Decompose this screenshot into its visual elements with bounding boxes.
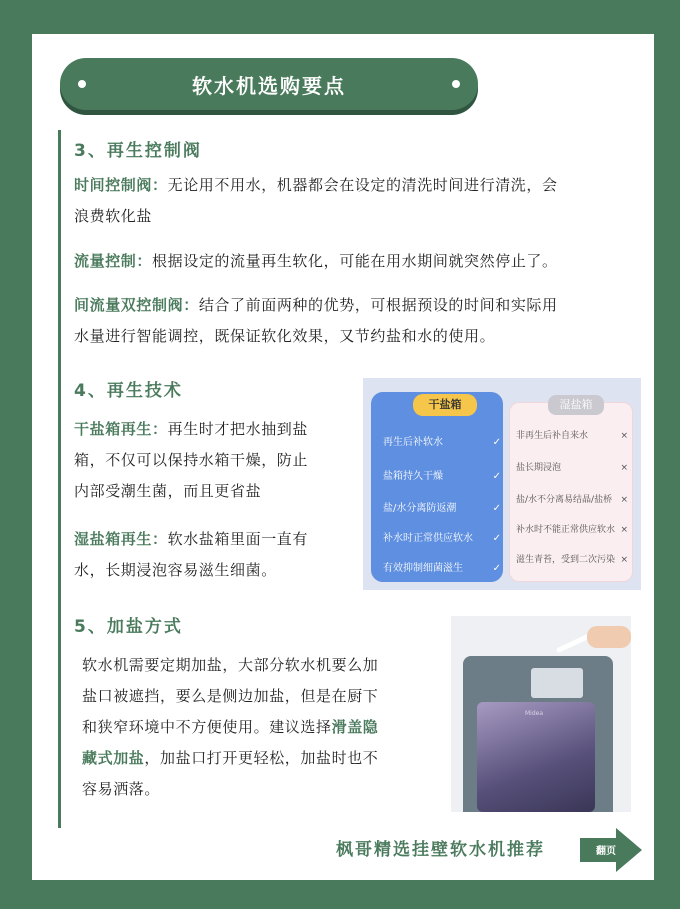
wet-item-label: 非再生后补自来水 [516,431,589,441]
wet-salt-box-panel [509,398,633,582]
dry-item [383,432,501,454]
dry-item [383,528,501,550]
wet-box-title: 湿盐箱 [548,395,604,415]
paragraph-text: 水，长期浸泡容易滋生细菌。 [74,561,277,579]
wet-item [516,519,628,541]
paragraph-dry-salt [74,414,360,507]
paragraph-flow-control [74,246,654,277]
paragraph-text: 和狭窄环境中不方便使用。建议选择 [82,718,332,736]
next-page-label[interactable]: 翻页 [596,846,616,857]
salt-box-comparison-image [363,378,641,590]
dry-item-label: 再生后补软水 [383,437,443,448]
wet-item [516,489,628,511]
footer-recommendation: 枫哥精选挂壁软水机推荐 [336,840,545,860]
cross-icon: × [620,525,628,535]
wet-item-label: 盐长期浸泡 [516,463,562,473]
check-icon: ✓ [492,437,501,448]
term-label: 流量控制： [74,252,153,270]
check-icon: ✓ [492,533,501,544]
cross-icon: × [620,463,628,473]
wet-item-label: 滋生青苔，受到二次污染 [516,555,616,565]
paragraph-text: 再生时才把水抽到盐 [167,420,309,438]
check-icon: ✓ [492,563,501,574]
term-label: 间流量双控制阀： [74,296,199,314]
check-icon: ✓ [492,471,501,482]
dry-item-label: 补水时正常供应软水 [383,533,473,544]
cross-icon: × [620,555,628,565]
bullet-dot-icon [452,80,460,88]
dry-item-label: 盐箱持久干燥 [383,471,443,482]
dry-item-label: 有效抑制细菌滋生 [383,563,463,574]
paragraph-time-valve [74,170,654,232]
section-heading: 5、加盐方式 [74,617,183,637]
paragraph-text: 结合了前面两种的优势，可根据预设的时间和实际用 [198,296,558,314]
cross-icon: × [620,431,628,441]
check-icon: ✓ [492,503,501,514]
paragraph-text: 软水盐箱里面一直有 [167,530,309,548]
dry-box-title: 干盐箱 [413,394,477,416]
paragraph-text: 软水机需要定期加盐，大部分软水机要么加 [82,656,379,674]
paragraph-text: 箱，不仅可以保持水箱干燥，防止 [74,451,309,469]
salt-hopper [531,668,583,698]
front-panel [477,702,595,812]
title-banner [60,58,478,110]
wet-item [516,457,628,479]
paragraph-text: 浪费软化盐 [74,207,153,225]
wet-item [516,549,628,571]
dry-item [383,558,501,580]
paragraph-salt-adding [82,650,448,805]
paragraph-text: 盐口被遮挡，要么是侧边加盐，但是在厨下 [82,687,379,705]
term-label: 时间控制阀： [74,176,168,194]
section-heading: 3、再生控制阀 [74,141,202,161]
wet-item [516,425,628,447]
left-accent-line [58,130,61,828]
page-title: 软水机选购要点 [192,74,346,98]
term-label: 湿盐箱再生： [74,530,168,548]
softener-product-photo [451,616,631,812]
paragraph-wet-salt [74,524,360,586]
dry-salt-box-panel [371,392,503,582]
highlight-text: 藏式加盐 [82,749,145,767]
section-heading: 4、再生技术 [74,381,183,401]
paragraph-text: 内部受潮生菌，而且更省盐 [74,482,262,500]
dry-item-label: 盐/水分离防返潮 [383,503,457,514]
paragraph-text: ，加盐口打开更轻松，加盐时也不 [144,749,379,767]
paragraph-text: 容易洒落。 [82,780,161,798]
wet-item-label: 盐/水不分离易结晶/盐桥 [516,495,613,505]
dry-item [383,498,501,520]
paragraph-text: 水量进行智能调控，既保证软化效果，又节约盐和水的使用。 [74,327,496,345]
hand-shape [587,626,631,648]
brand-logo: Midea [525,710,544,717]
paragraph-text: 无论用不用水，机器都会在设定的清洗时间进行清洗，会 [167,176,558,194]
dry-item [383,466,501,488]
wet-item-label: 补水时不能正常供应软水 [516,525,616,535]
term-label: 干盐箱再生： [74,420,168,438]
paragraph-text: 根据设定的流量再生软化，可能在用水期间就突然停止了。 [152,252,558,270]
highlight-text: 滑盖隐 [331,718,379,736]
paragraph-dual-valve [74,290,654,352]
cross-icon: × [620,495,628,505]
